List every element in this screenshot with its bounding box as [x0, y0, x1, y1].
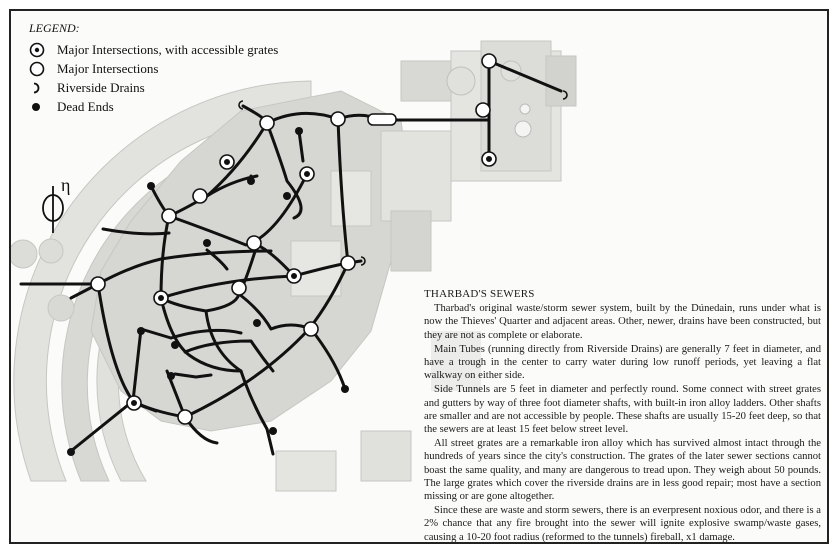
legend-label: Major Intersections — [57, 60, 159, 76]
legend-item — [29, 97, 278, 116]
dot-in-circle-icon — [29, 40, 51, 59]
legend-label: Dead Ends — [57, 98, 114, 114]
description-paragraph: Tharbad's original waste/storm sewer system, built by the Dúnedain, runs under what is now the Thieves' Quarter and adjacent areas. Other, newer, drains have been constructed, but they are not as complete or elaborate. — [424, 303, 821, 341]
legend-title: LEGEND: — [29, 21, 80, 35]
compass-glyph: η — [61, 175, 71, 195]
legend-item — [29, 78, 278, 97]
legend-label: Major Intersections, with accessible grates — [57, 41, 279, 57]
description-paragraph: Since these are waste and storm sewers, there is an everpresent noxious odor, and there is a 2% chance that any fire brought into the sewer will ignite explosive swamp/waste gases, causing a 10-20 foot radius (reformed to the tunnels) fireball, x1 damage. — [424, 505, 821, 543]
map-frame — [9, 9, 829, 544]
open-circle-icon — [29, 59, 51, 78]
legend-label: Riverside Drains — [57, 79, 145, 95]
filled-dot-icon — [29, 97, 51, 116]
legend — [29, 21, 278, 116]
description-block — [424, 288, 821, 544]
description-paragraph: Main Tubes (running directly from Riverside Drains) are generally 7 feet in diameter, and have a trough in the center to carry water during low runoff periods, yet leaving a flat walkway on either side. — [424, 343, 821, 382]
description-title: THARBAD'S SEWERS — [424, 288, 535, 300]
half-circle-icon — [29, 78, 51, 97]
description-paragraph: All street grates are a remarkable iron alloy which has survived almost intact through the hundreds of years since the city's construction. The grates of the later sewer sections cannot boast the same quality, and many are dangerous to tread upon. They weigh about 50 pounds. The large grates which cover the riverside drains are in less good repair; most have a section missing or are gone altogether. — [424, 438, 821, 503]
description-paragraph: Side Tunnels are 5 feet in diameter and perfectly round. Some connect with street grates and gutters by way of three foot diameter shafts, with built-in iron alloy ladders. Other shafts are smaller and are not accessible by people. These shafts are usually 15-20 feet deep, so that the sewers are at least 15 feet below street level. — [424, 384, 821, 436]
connector-tube — [368, 114, 396, 125]
legend-item — [29, 59, 278, 78]
legend-item — [29, 40, 278, 59]
